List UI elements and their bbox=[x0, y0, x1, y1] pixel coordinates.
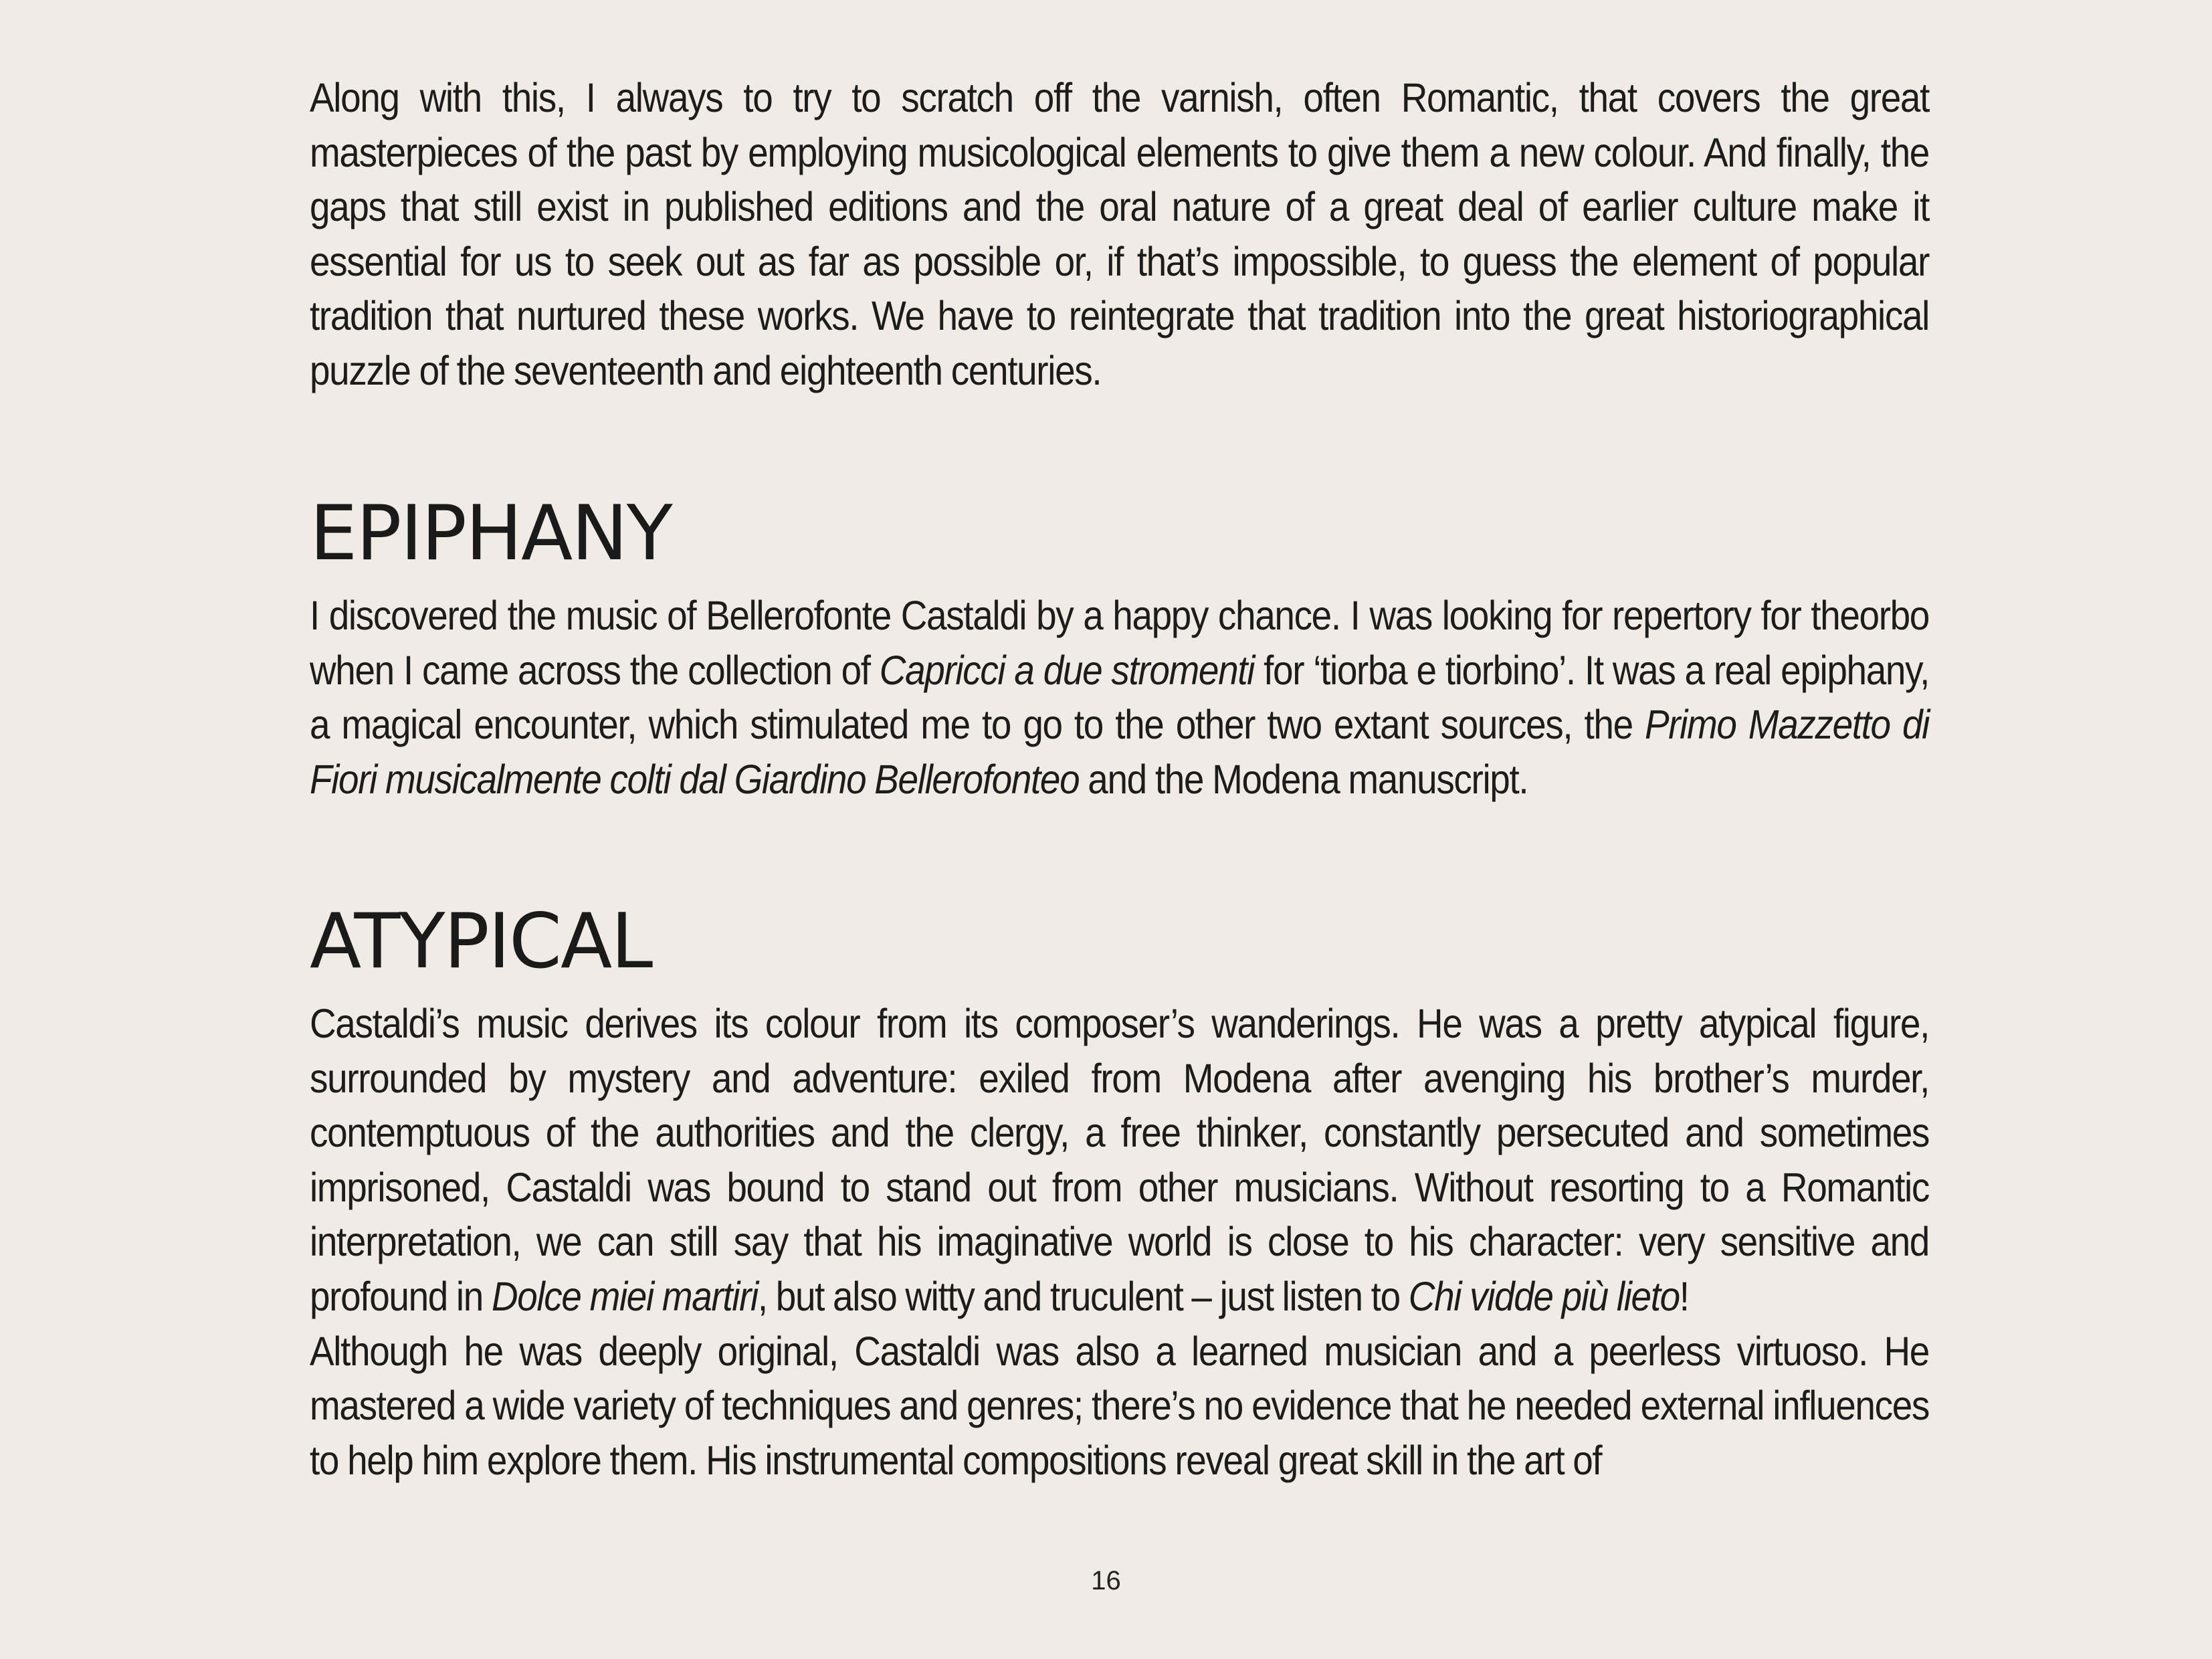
atypical-text-3: ! bbox=[1679, 1273, 1689, 1319]
atypical-text-1: Castaldi’s music derives its colour from its composer’s wanderings. He was a pretty atypical figure, surrounded by mystery and adventure: exiled from Modena after avenging his brother’s murder, contemptuous of the authorities and the clergy, a free thinker, constantly persecuted and sometimes imprisoned, Castaldi was bound to stand out from other musicians. Without resorting to a Romantic interpretation, we can still say that his imaginative world is close to his character: very sensitive and profound in bbox=[310, 1001, 1929, 1319]
epiphany-paragraph bbox=[310, 589, 1929, 807]
atypical-work-title-dolce: Dolce miei martiri bbox=[491, 1273, 758, 1319]
epiphany-work-title-mazzetto: Primo Mazzetto di Fiori musicalmente colti dal Giardino Bellerofonteo bbox=[310, 702, 1929, 802]
intro-paragraph: Along with this, I always to try to scratch off the varnish, often Romantic, that covers the great masterpieces of the past by employing musicological elements to give them a new colour. And finally, the gaps that still exist in published editions and the oral nature of a great deal of earlier culture make it essential for us to seek out as far as possible or, if that’s impossible, to guess the element of popular tradition that nurtured these works. We have to reintegrate that tradition into the great historiographical puzzle of the seventeenth and eighteenth centuries. bbox=[310, 75, 1929, 393]
epiphany-text-3: and the Modena manuscript. bbox=[1079, 756, 1528, 802]
atypical-work-title-chi-vidde: Chi vidde più lieto bbox=[1408, 1273, 1680, 1319]
section-heading-epiphany: EPIPHANY bbox=[310, 489, 672, 577]
section-heading-atypical: ATYPICAL bbox=[310, 897, 652, 985]
atypical-paragraph-block bbox=[310, 997, 1929, 1488]
atypical-paragraph-2: Although he was deeply original, Castaldi was also a learned musician and a peerless virtuoso. He mastered a wide variety of techniques and genres; there’s no evidence that he needed external influences to help him explore them. His instrumental compositions reveal great skill in the art of bbox=[310, 1328, 1929, 1483]
epiphany-work-title-capricci: Capricci a due stromenti bbox=[879, 647, 1255, 693]
page-number: 16 bbox=[1091, 1566, 1121, 1595]
intro-paragraph-block bbox=[310, 71, 1929, 399]
atypical-paragraph-1 bbox=[310, 997, 1929, 1325]
epiphany-text-2: for ‘tiorba e tiorbino’. It was a real epiphany, a magical encounter, which stimulated me to go to the other two extant sources, the bbox=[310, 647, 1930, 748]
epiphany-paragraph-block bbox=[310, 589, 1929, 807]
epiphany-text-1: I discovered the music of Bellerofonte Castaldi by a happy chance. I was looking for repertory for theorbo when I came across the collection of bbox=[310, 593, 1929, 693]
atypical-text-2: , but also witty and truculent – just listen to bbox=[757, 1273, 1409, 1319]
